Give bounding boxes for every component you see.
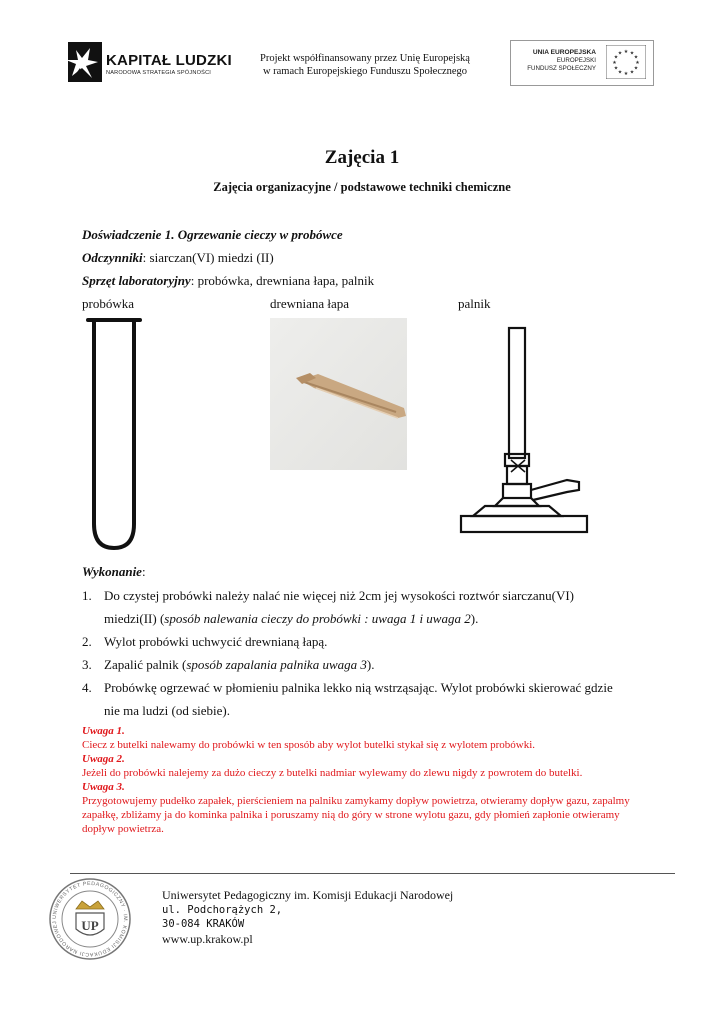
list-item [82,630,642,653]
step-number: 2. [82,634,92,649]
label-burner: palnik [458,296,491,311]
step-text-italic: sposób nalewania cieczy do probówki : uwaga 1 i uwaga 2 [164,611,471,626]
note-2-heading: Uwaga 2. [82,753,125,765]
step-text-line-1: Do czystej probówki należy nalać nie więcej niż 2cm jej wysokości roztwór siarczanu(VI) [104,588,574,603]
footer-website-link[interactable]: www.up.krakow.pl [162,931,253,946]
eu-text [514,49,596,73]
step-text-italic: sposób zapalania palnika uwaga 3 [186,657,367,672]
list-item [82,653,642,676]
equipment-line [82,273,374,289]
note-3-heading: Uwaga 3. [82,781,125,793]
equipment-value: : probówka, drewniana łapa, palnik [190,273,375,288]
step-text [104,676,642,722]
svg-text:★: ★ [629,69,635,76]
reagents-label: Odczynniki [82,250,143,265]
footer-line-1: Uniwersytet Pedagogiczny im. Komisji Edukacji Narodowej [162,888,454,902]
reagents-value: : siarczan(VI) miedzi (II) [142,250,274,265]
university-seal-logo [46,875,134,963]
step-text-end: ). [366,657,375,672]
footer-line-3: 30-084 KRAKÓW [162,918,245,930]
note-1-text: Ciecz z butelki nalewamy do probówki w ten sposób aby wylot butelki stykał się z wylotem probówki. [82,739,536,751]
note-2-text: Jeżeli do probówki nalejemy za dużo cieczy z butelki nadmiar wylewamy do zlewu nigdy z powrotem do butelki. [82,767,583,779]
funding-line-1: Projekt współfinansowany przez Unię Europejską [260,53,470,64]
page-subtitle: Zajęcia organizacyjne / podstawowe techniki chemiczne [213,180,511,194]
logo-subtitle: NARODOWA STRATEGIA SPÓJNOŚCI [106,70,212,76]
list-item [82,676,642,722]
eu-line-1: UNIA EUROPEJSKA [532,49,596,56]
funding-line-2: w ramach Europejskiego Funduszu Społecznego [262,66,468,77]
list-item [82,584,642,630]
step-text [104,584,642,630]
eu-line-2: EUROPEJSKI [556,57,596,64]
eu-line-3: FUNDUSZ SPOŁECZNY [527,65,596,72]
test-tube-illustration [80,316,148,554]
svg-text:★: ★ [613,65,619,72]
procedure-label: Wykonanie [82,564,142,579]
procedure-label-colon: : [141,564,146,579]
step-number: 1. [82,588,92,603]
step-text-line-2: nie ma ludzi (od siebie). [104,703,230,718]
procedure-steps [82,584,642,722]
note-1-heading: Uwaga 1. [82,725,125,737]
notes-section [82,724,642,836]
svg-text:★: ★ [623,49,629,55]
reagents-line [82,250,274,266]
svg-text:★: ★ [633,65,639,72]
seal-letters: UP [81,918,99,933]
note-3-text: Przygotowujemy pudełko zapałek, pierścieniem na palniku zamykamy dopływ powietrza, otwieramy dopływ gazu, zapalmy zapałkę, zbliżamy ja do kominka palnika i poruszamy nią do góry w strone wylotu gazu, gdy płomień zapłonie otwieramy dopływ powietrza. [82,795,630,835]
svg-text:★: ★ [613,54,619,61]
svg-text:★: ★ [617,50,623,57]
step-text-end: ). [470,611,479,626]
svg-text:★: ★ [633,54,639,61]
experiment-heading: Doświadczenie 1. Ogrzewanie cieczy w probówce [82,227,343,242]
svg-text:★: ★ [617,69,623,76]
step-number: 3. [82,657,92,672]
step-text [104,653,642,676]
footer-divider [70,873,675,874]
label-clamp: drewniana łapa [270,296,350,311]
funding-note [240,52,490,78]
wooden-clamp-photo [270,318,407,470]
step-number: 4. [82,680,92,695]
eu-flag-icon [606,45,646,79]
procedure-heading [82,564,146,580]
page-title: Zajęcia 1 [324,147,400,168]
svg-text:★: ★ [635,60,640,66]
svg-text:★: ★ [629,50,635,57]
kapital-ludzki-wordmark [106,52,232,76]
step-text-line-2: miedzi(II) ( [104,611,165,626]
step-text-line-1: Probówkę ogrzewać w płomieniu palnika lekko nią wstrząsając. Wylot probówki skierować gdzie [104,680,613,695]
bunsen-burner-illustration [455,320,595,550]
footer-address [162,888,453,946]
step-text: Wylot probówki uchwycić drewnianą łapą. [104,634,328,649]
svg-text:★: ★ [612,60,617,66]
equipment-label: Sprzęt laboratoryjny [82,273,191,288]
label-tube: probówka [82,296,134,311]
step-text-start: Zapalić palnik ( [104,657,187,672]
svg-text:★: ★ [623,71,629,77]
seal-text: UNIWERSYTET PEDAGOGICZNY · IM. KOMISJI EDUKACJI NARODOWEJ [51,880,129,958]
logo-title: KAPITAŁ LUDZKI [106,52,232,69]
footer-line-2: ul. Podchorążych 2, [162,903,283,916]
